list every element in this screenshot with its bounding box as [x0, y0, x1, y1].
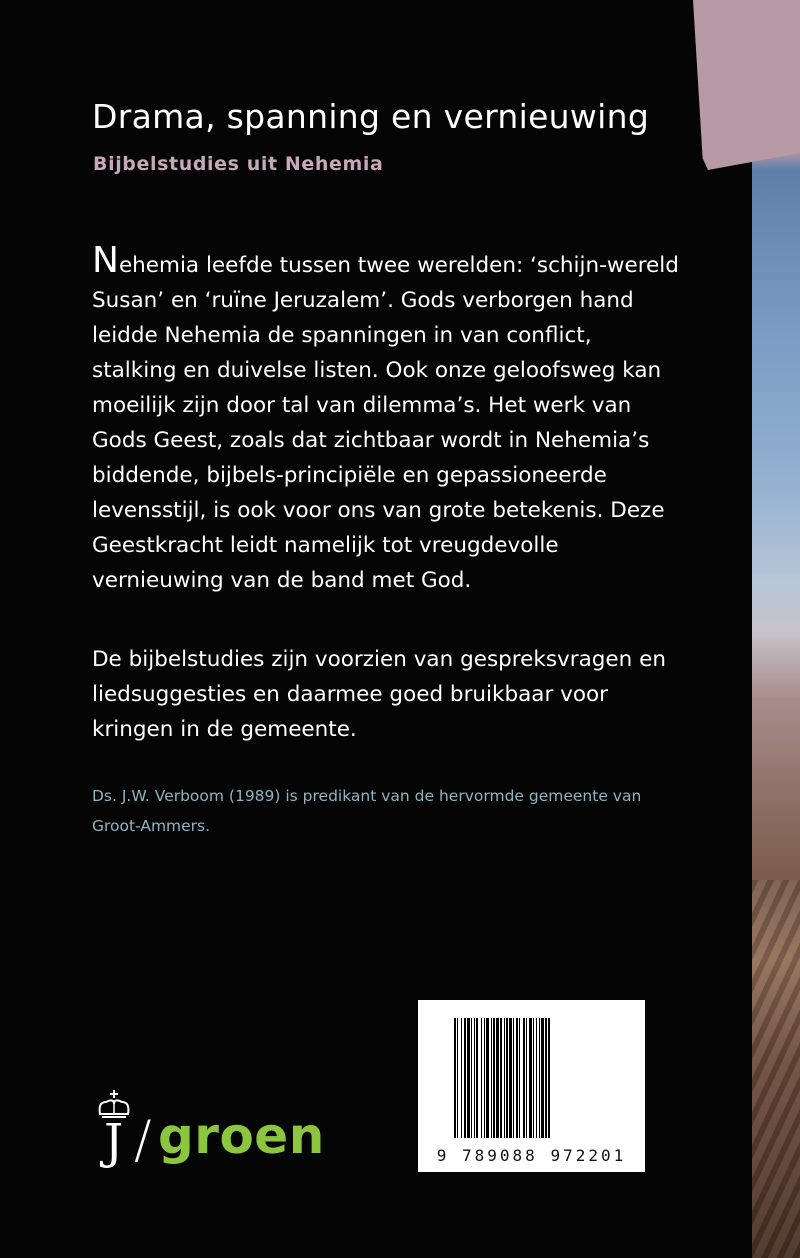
blurb-paragraph-1	[92, 240, 682, 598]
author-bio: Ds. J.W. Verboom (1989) is predikant van de hervormde gemeente van Groot-Ammers.	[92, 787, 642, 835]
spine-accent-shape	[693, 0, 800, 170]
publisher-name: groen	[158, 1107, 325, 1165]
drop-cap: N	[92, 240, 119, 281]
publisher-logo	[94, 1090, 334, 1180]
publisher-mark-separator: /	[134, 1110, 152, 1170]
barcode	[418, 1000, 645, 1172]
book-title: Drama, spanning en vernieuwing	[92, 97, 650, 136]
isbn-digits: 9 789088 972201	[436, 1146, 627, 1165]
blurb-paragraph-1-text: ehemia leefde tussen twee werelden: ‘schijn-wereld Susan’ en ‘ruïne Jeruzalem’. Gods verborgen hand leidde Nehemia de spanningen in van conflict, stalking en duivelse listen. Ook onze geloofsweg kan moeilijk zijn door tal van dilemma’s. Het werk van Gods Geest, zoals dat zichtbaar wordt in Nehemia’s biddende, bijbels-principiële en gepassioneerde levensstijl, is ook voor ons van grote betekenis. Deze Geestkracht leidt namelijk tot vreugdevolle vernieuwing van de band met God.	[92, 253, 679, 593]
cover-photo-strip	[752, 0, 800, 1258]
book-subtitle: Bijbelstudies uit Nehemia	[93, 153, 384, 175]
blurb-paragraph-2: De bijbelstudies zijn voorzien van gespreksvragen en liedsuggesties en daarmee goed bruikbaar voor kringen in de gemeente.	[92, 647, 666, 742]
publisher-mark-letter: J	[104, 1114, 124, 1170]
